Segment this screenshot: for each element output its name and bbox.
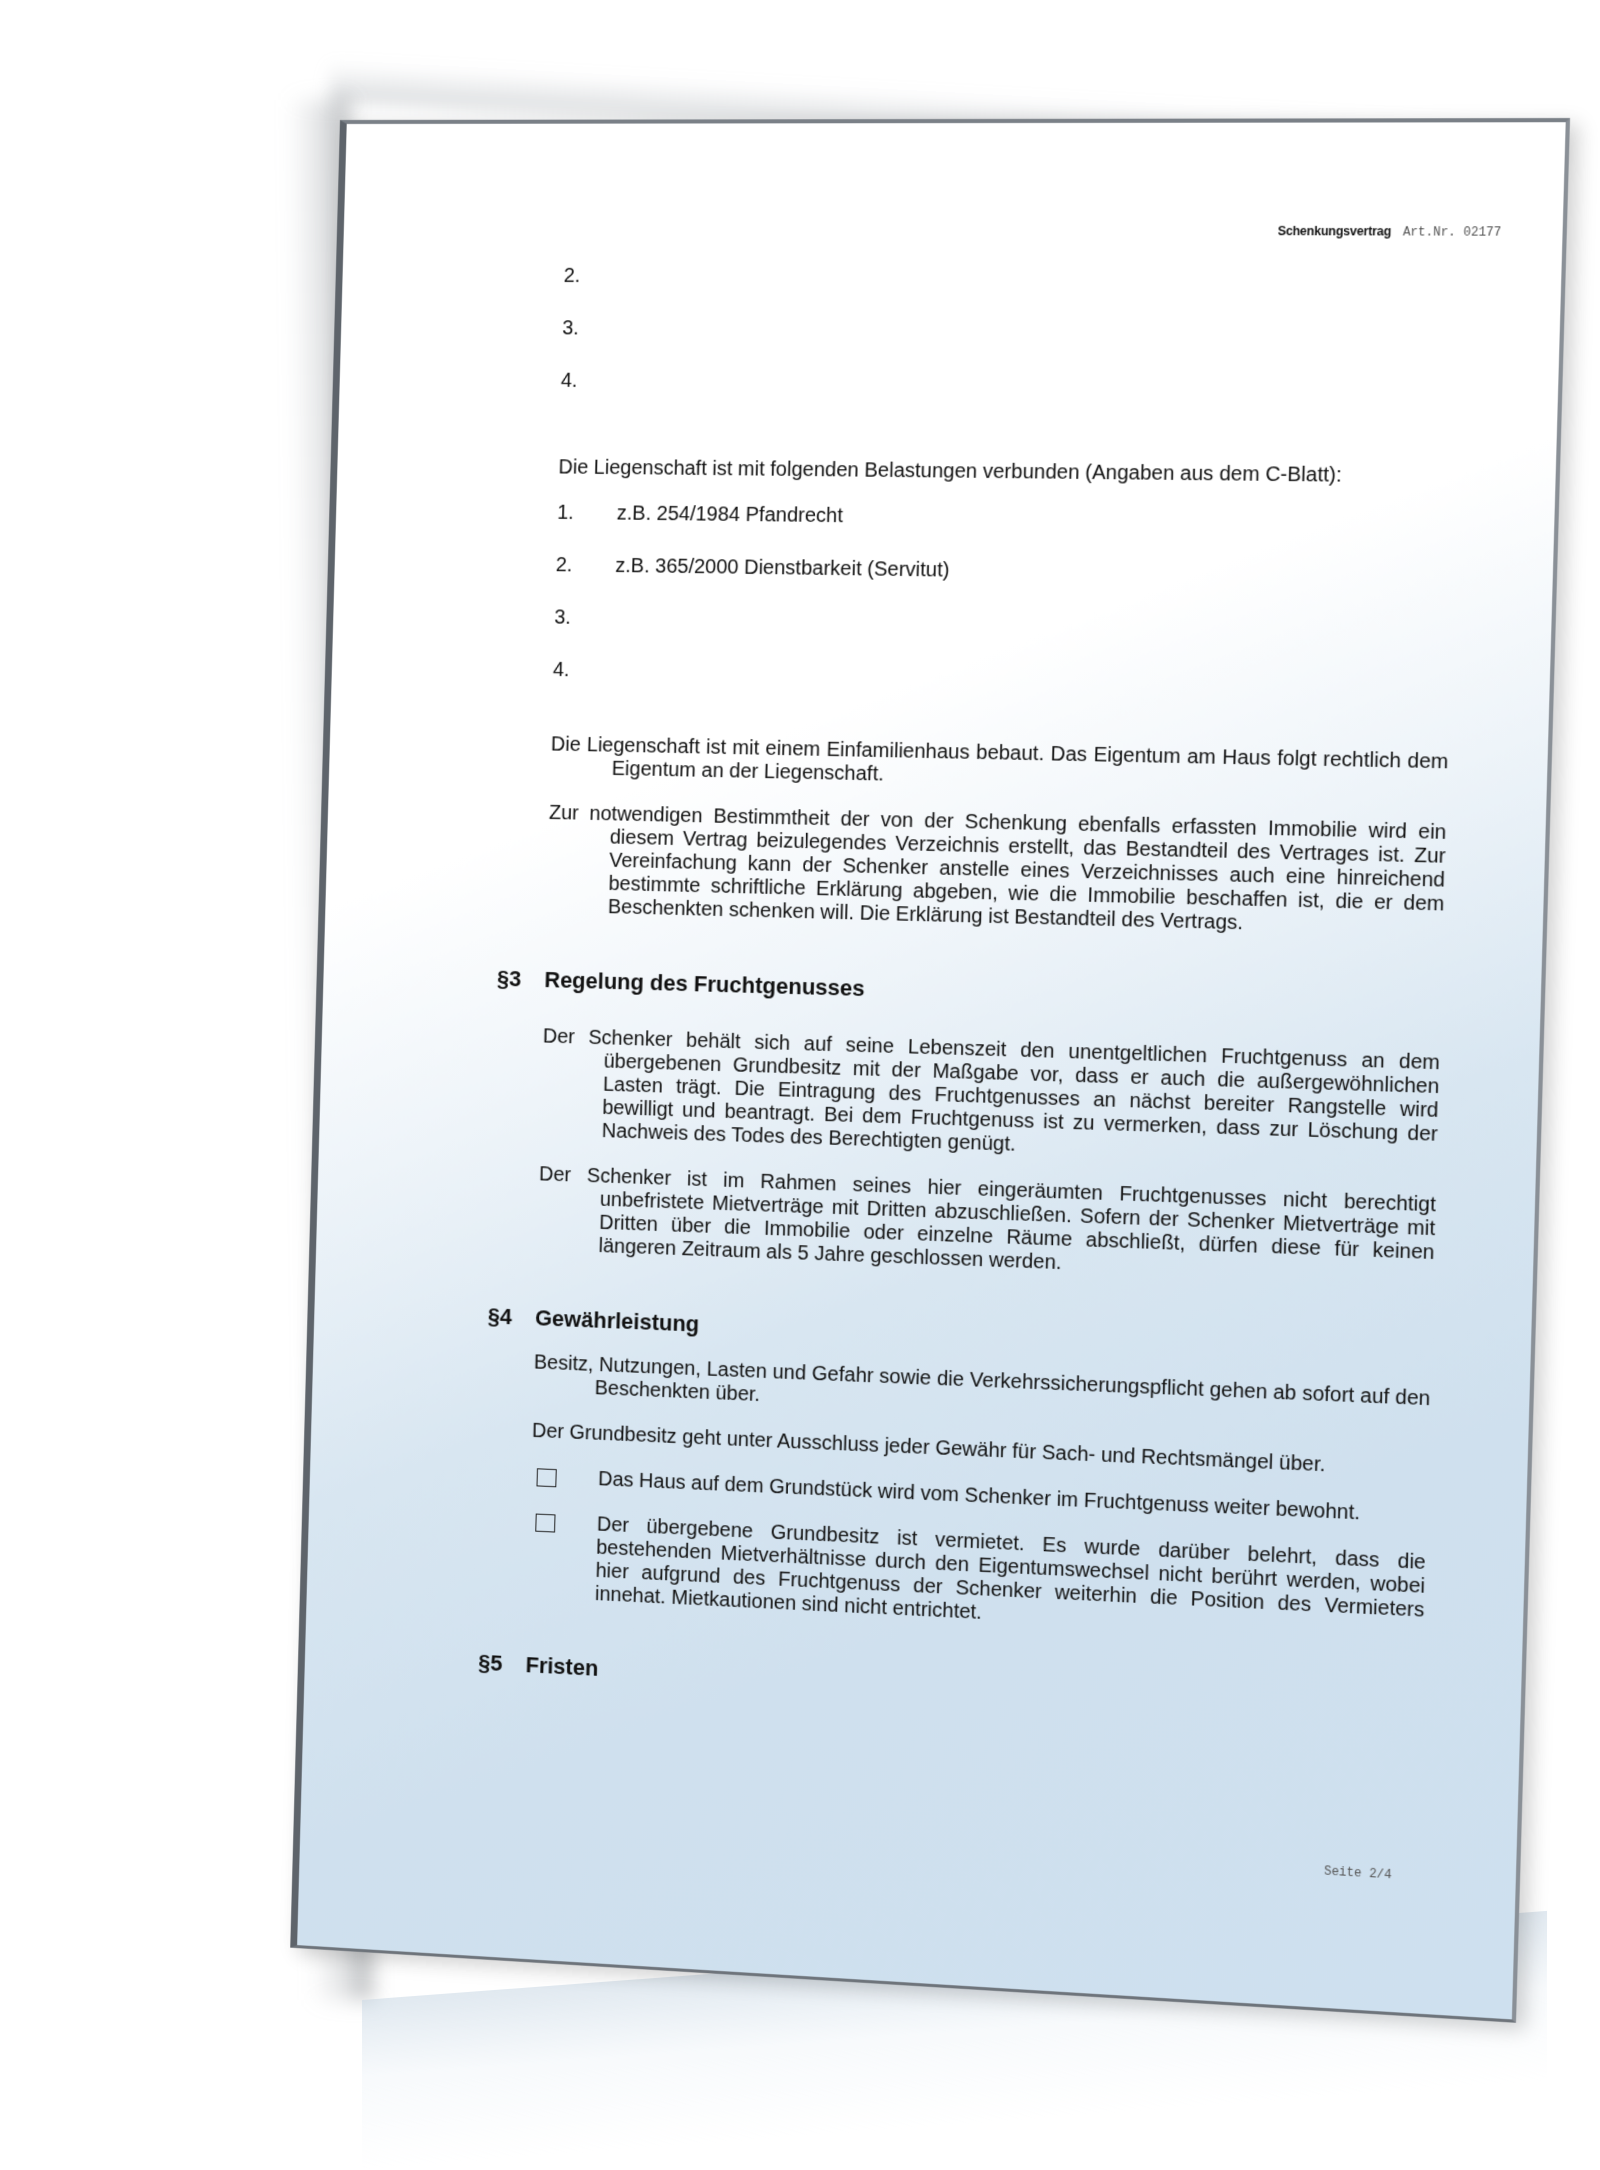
section-title: Gewährleistung xyxy=(534,1305,700,1337)
section-number: §3 xyxy=(496,965,522,992)
document-page xyxy=(290,118,1570,2023)
page-content xyxy=(477,264,1462,1723)
paragraph: Der Schenker ist im Rahmen seines hier eingeräumten Fruchtgenusses nicht berechtigt unbefristete Mietverträge mit Dritten abzuschließen. Sofern der Schenker Mietverträge mit Dritten über die Immobilie oder einzelne Räume abschließt, dürfen diese für keinen längeren Zeitraum als 5 Jahre geschlossen werden. xyxy=(538,1163,1437,1275)
list-item xyxy=(560,370,1460,430)
list-number: 3. xyxy=(562,317,580,340)
article-number: Art.Nr. 02177 xyxy=(1402,225,1502,240)
page-number: Seite 2/4 xyxy=(1323,1864,1392,1883)
paragraph: Der Grundbesitz geht unter Ausschluss jeder Gewähr für Sach- und Rechtsmängel über. xyxy=(531,1419,1326,1477)
section-number: §4 xyxy=(487,1303,513,1330)
checkbox[interactable] xyxy=(536,1468,556,1487)
section-title: Fristen xyxy=(525,1652,599,1681)
encumbrances-intro: Die Liegenschaft ist mit folgenden Belastungen verbunden (Angaben aus dem C-Blatt): xyxy=(558,456,1343,487)
document-title: Schenkungsvertrag xyxy=(1277,223,1392,239)
paragraph: Zur notwendigen Bestimmtheit der von der Schenkung ebenfalls erfassten Immobilie wird ein diesem Vertrag beizulegendes Verzeichnis erstellt, das Bestandteil des Vertrages ist. Zur Vereinfachung kann der Schenker anstelle eines Verzeichnisses auch eine hinreichend bestimmte schriftliche Erklärung abgeben, wie die Immobilie beschaffen ist, die er dem Beschenkten schenken will. Die Erklärung ist Bestandteil des Vertrags. xyxy=(548,801,1447,935)
list-number: 4. xyxy=(560,369,578,392)
checkbox-label: Das Haus auf dem Grundstück wird vom Schenker im Fruchtgenuss weiter bewohnt. xyxy=(597,1467,1361,1525)
list-number: 4. xyxy=(552,658,570,682)
checkbox[interactable] xyxy=(535,1514,555,1533)
section-number: §5 xyxy=(477,1649,503,1676)
list-number: 2. xyxy=(555,554,573,577)
list-text: z.B. 254/1984 Pfandrecht xyxy=(616,502,844,528)
list-number: 2. xyxy=(563,264,581,288)
section-title: Regelung des Fruchtgenusses xyxy=(544,966,866,1002)
list-item xyxy=(561,317,1461,376)
paragraph: Besitz, Nutzungen, Lasten und Gefahr sowie die Verkehrssicherungspflicht gehen ab sofort auf den Beschenkten über. xyxy=(533,1351,1431,1411)
paragraph: Die Liegenschaft ist mit einem Einfamilienhaus bebaut. Das Eigentum am Haus folgt rechtlich dem Eigentum an der Liegenschaft. xyxy=(550,733,1449,786)
list-item xyxy=(563,265,1463,322)
list-text: z.B. 365/2000 Dienstbarkeit (Servitut) xyxy=(615,554,950,582)
checkbox-label: Der übergebene Grundbesitz ist vermietet. Es wurde darüber belehrt, dass die bestehenden Mietverhältnisse durch den Eigentumswechsel nicht berührt werden, wobei hier aufgrund des Fruchtgenuss der Schenker weiterhin die Position des Vermieters innehat. Mietkautionen sind nicht entrichtet. xyxy=(594,1513,1427,1625)
paragraph: Der Schenker behält sich auf seine Lebenszeit den unentgeltlichen Fruchtgenuss an dem übergebenen Grundbesitz mit der Maßgabe vor, dass er auch die außergewöhnlichen Lasten trägt. Die Eintragung des Fruchtgenusses an nächst bereiter Rangstelle wird bewilligt und beantragt. Bei dem Fruchtgenuss ist zu vermerken, dass zur Löschung der Nachweis des Todes des Berechtigten genügt. xyxy=(542,1025,1441,1156)
list-number: 1. xyxy=(556,501,575,524)
parcel-list xyxy=(560,265,1463,430)
page-header xyxy=(1277,224,1501,240)
encumbrances-list xyxy=(552,502,1456,728)
list-number: 3. xyxy=(554,606,572,629)
